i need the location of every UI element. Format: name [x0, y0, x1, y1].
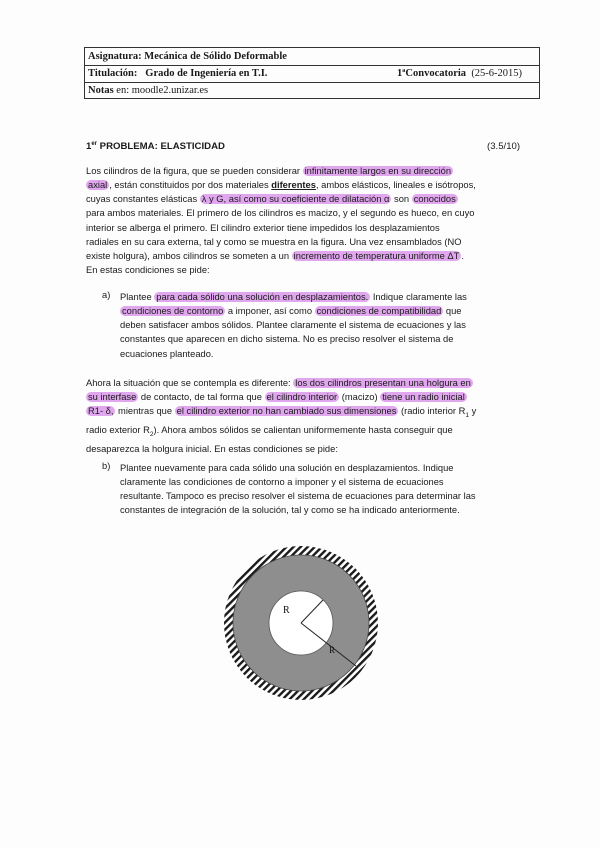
item-a-label: a) [102, 290, 111, 300]
asignatura-label: Asignatura: [88, 51, 142, 62]
highlight: λ y G, así como su coeficiente de dilatación α [201, 194, 390, 205]
highlight: para cada sólido una solución en desplazamientos. [156, 292, 369, 302]
paragraph-item-a: Plantee para cada sólido una solución en desplazamientos. Indique claramente las condiciones de contorno a imponer, así como condiciones de compatibilidad que deben satisfacer ambos sólidos. Plantee claramente el sistema de ecuaciones y las constantes que aparecen en dicho sistema. No es preciso resolver el sistema de ecuaciones planteado. [120, 292, 467, 359]
header-row-titulacion [85, 65, 539, 83]
paragraph-second-scenario: Ahora la situación que se contempla es diferente: los dos cilindros presentan una holgura en su interfase de contacto, de tal forma que el cilindro interior (macizo) tiene un radio inicial R1- δ, mientras que el cilindro exterior no han cambiado sus dimensiones (radio interior $R_1$ y radio exterior $R_2$). Ahora ambos sólidos se calientan uniformemente hasta conseguir que desaparezca la holgura inicial. En estas condiciones se pide: [86, 378, 477, 455]
outer-radius-label: R [329, 645, 336, 655]
highlight: incremento de temperatura uniforme ΔT [293, 250, 460, 261]
titulacion-label: Titulación: [88, 68, 138, 79]
asignatura-value: Mecánica de Sólido Deformable [144, 51, 287, 62]
header-row-asignatura [85, 48, 539, 66]
highlight: el cilindro interior [266, 392, 338, 403]
notas-value: en: moodle2.unizar.es [116, 85, 209, 96]
highlight: los dos cilindros presentan una holgura en [295, 378, 471, 388]
inner-radius-label: R [283, 605, 290, 616]
exam-date: (25-6-2015) [471, 68, 523, 79]
problem-title: 1er PROBLEMA: ELASTICIDAD [86, 141, 225, 153]
highlight: condiciones de compatibilidad [316, 306, 442, 317]
paragraph-intro: Los cilindros de la figura, que se pueden considerar infinitamente largos en su dirección axial , están constituidos por dos materiales diferentes, ambos elásticos, lineales e isótropos, cuyas constantes elásticas λ y G, así como su coeficiente de dilatación α son conocidos para ambos materiales. El primero de los cilindros es macizo, y el segundo es hueco, en cuyo interior se alberga el primero. El cilindro exterior tiene impedidos los desplazamientos radiales en su cara externa, tal y como se muestra en la figura. Una vez ensamblados (NO existe holgura), ambos cilindros se someten a un incremento de temperatura uniforme ΔT . En estas condiciones se pide: [86, 166, 476, 276]
header-row-notas [85, 82, 539, 99]
convocatoria: 1ªConvocatoria [397, 68, 467, 79]
highlight: su interfase [88, 392, 137, 403]
item-b-label: b) [102, 461, 111, 471]
titulacion-value: Grado de Ingeniería en T.I. [145, 68, 268, 79]
notas-label: Notas [88, 85, 114, 96]
concentric-cylinders-figure [223, 545, 379, 701]
highlight: el cilindro exterior no han cambiado sus dimensiones [176, 406, 397, 417]
highlight: infinitamente largos en su dirección [304, 166, 452, 176]
underlined-word: diferentes [271, 180, 316, 191]
highlight: conocidos [413, 194, 456, 205]
highlight: tiene un radio inicial [382, 392, 465, 403]
highlight: R1- δ, [88, 406, 114, 417]
problem-score: (3.5/10) [487, 141, 521, 152]
paragraph-item-b: Plantee nuevamente para cada sólido una solución en desplazamientos. Indique claramente las condiciones de contorno a imponer y el sistema de ecuaciones resultante. Tampoco es preciso resolver el sistema de ecuaciones para determinar las constantes de integración de la solución, tal y como se ha indicado anteriormente. [120, 463, 476, 516]
exam-header-table [84, 47, 540, 99]
highlight: axial [88, 180, 108, 191]
highlight: condiciones de contorno [122, 306, 224, 317]
